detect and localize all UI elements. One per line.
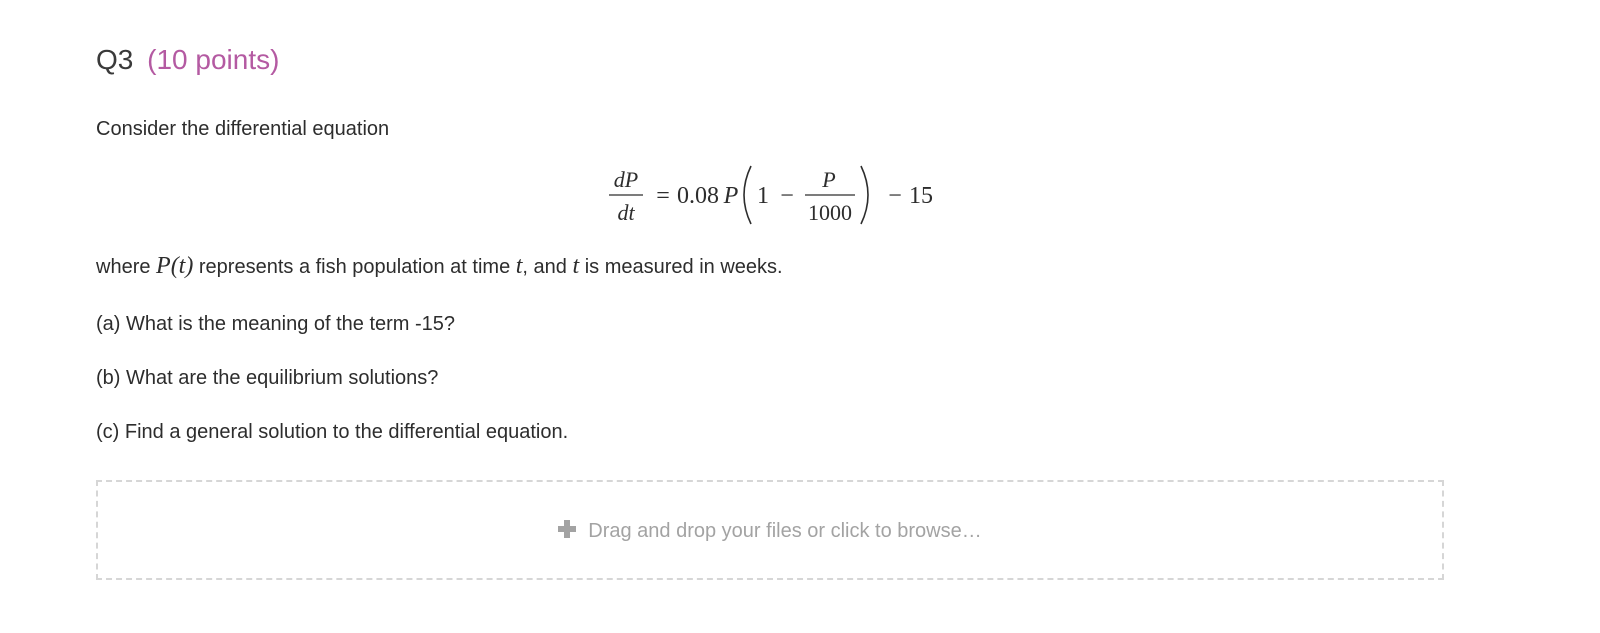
plus-icon	[558, 520, 576, 538]
where-var-2: t	[572, 253, 580, 279]
where-var-1: t	[515, 253, 523, 279]
question-intro: Consider the differential equation	[96, 118, 390, 140]
question-part-a: (a) What is the meaning of the term -15?	[96, 313, 456, 335]
question-context	[96, 253, 783, 280]
eq-one: 1	[757, 183, 769, 209]
where-function: P(t)	[156, 253, 194, 279]
eq-equals: =	[656, 183, 670, 209]
question-part-c: (c) Find a general solution to the differential equation.	[96, 421, 569, 443]
eq-lhs-numerator: dP	[613, 167, 639, 192]
question-number: Q3	[96, 44, 134, 75]
dropzone-content[interactable]	[98, 518, 1442, 544]
dropzone-label: Drag and drop your files or click to browse…	[588, 520, 982, 542]
question-points: (10 points)	[147, 44, 280, 75]
eq-minus-1: −	[780, 183, 794, 209]
question-header	[96, 42, 279, 78]
where-middle-1: represents a fish population at time	[193, 256, 516, 278]
eq-constant: 15	[909, 183, 933, 209]
differential-equation	[605, 162, 945, 242]
question-part-b: (b) What are the equilibrium solutions?	[96, 367, 439, 389]
file-upload-dropzone[interactable]	[96, 480, 1444, 580]
eq-coefficient: 0.08	[677, 183, 719, 209]
where-suffix: is measured in weeks.	[579, 256, 783, 278]
eq-right-paren	[861, 166, 868, 224]
eq-variable: P	[723, 183, 739, 209]
where-middle-2: , and	[522, 256, 573, 278]
where-prefix: where	[96, 256, 157, 278]
eq-inner-numerator: P	[822, 167, 836, 192]
eq-inner-denominator: 1000	[808, 200, 852, 225]
equation-svg	[605, 162, 945, 242]
eq-lhs-denominator: dt	[617, 200, 635, 225]
eq-minus-2: −	[888, 183, 902, 209]
eq-left-paren	[744, 166, 751, 224]
